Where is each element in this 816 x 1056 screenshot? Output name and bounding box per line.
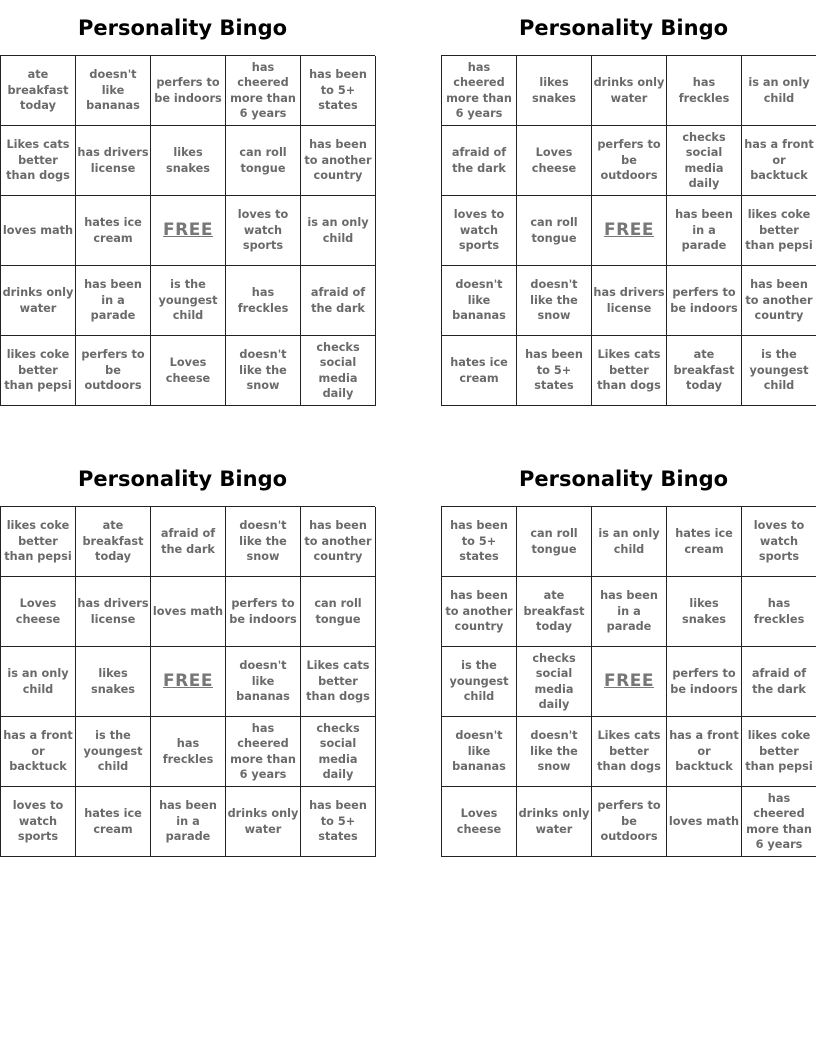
bingo-cell: has been in a parade xyxy=(667,196,742,266)
bingo-cell: has a front or backtuck xyxy=(667,717,742,787)
bingo-card-1 xyxy=(0,0,375,400)
bingo-cell: checks social media daily xyxy=(517,647,592,717)
bingo-cell: loves to watch sports xyxy=(442,196,517,266)
bingo-cell: has been to 5+ states xyxy=(442,507,517,577)
bingo-cell: has cheered more than 6 years xyxy=(442,56,517,126)
bingo-cell: perfers to be outdoors xyxy=(592,126,667,196)
bingo-cell: hates ice cream xyxy=(76,787,151,857)
card-title: Personality Bingo xyxy=(518,467,729,491)
bingo-cell: can roll tongue xyxy=(301,577,376,647)
bingo-grid xyxy=(441,55,816,406)
bingo-cell: afraid of the dark xyxy=(151,507,226,577)
bingo-cell: ate breakfast today xyxy=(1,56,76,126)
bingo-cell: perfers to be indoors xyxy=(667,266,742,336)
bingo-cell: has a front or backtuck xyxy=(1,717,76,787)
bingo-cell: drinks only water xyxy=(517,787,592,857)
bingo-cell: loves math xyxy=(1,196,76,266)
bingo-cell: loves math xyxy=(151,577,226,647)
bingo-cell: likes coke better than pepsi xyxy=(1,336,76,406)
bingo-cell: perfers to be outdoors xyxy=(76,336,151,406)
bingo-cell: likes snakes xyxy=(517,56,592,126)
bingo-cell: loves to watch sports xyxy=(742,507,816,577)
bingo-cell: has been in a parade xyxy=(151,787,226,857)
bingo-card-4 xyxy=(441,451,816,851)
bingo-cell: checks social media daily xyxy=(667,126,742,196)
bingo-grid xyxy=(441,506,816,857)
free-space xyxy=(151,196,226,266)
bingo-cell: drinks only water xyxy=(226,787,301,857)
bingo-cell: Loves cheese xyxy=(151,336,226,406)
bingo-cell: loves to watch sports xyxy=(226,196,301,266)
bingo-cell: Loves cheese xyxy=(517,126,592,196)
bingo-cell: perfers to be indoors xyxy=(667,647,742,717)
bingo-cell: ate breakfast today xyxy=(667,336,742,406)
bingo-cell: drinks only water xyxy=(1,266,76,336)
bingo-cell: has been to 5+ states xyxy=(301,56,376,126)
bingo-cell: hates ice cream xyxy=(76,196,151,266)
bingo-cell: has cheered more than 6 years xyxy=(226,56,301,126)
bingo-cell: doesn't like the snow xyxy=(226,336,301,406)
bingo-cell: has freckles xyxy=(151,717,226,787)
bingo-cell: hates ice cream xyxy=(667,507,742,577)
bingo-cell: afraid of the dark xyxy=(301,266,376,336)
bingo-cell: checks social media daily xyxy=(301,336,376,406)
bingo-cell: Likes cats better than dogs xyxy=(1,126,76,196)
bingo-cell: doesn't like the snow xyxy=(517,717,592,787)
bingo-cell: has been to another country xyxy=(301,507,376,577)
bingo-cell: is the youngest child xyxy=(76,717,151,787)
bingo-card-3 xyxy=(0,451,375,844)
bingo-cell: is an only child xyxy=(1,647,76,717)
bingo-cell: doesn't like bananas xyxy=(226,647,301,717)
bingo-cell: has been to another country xyxy=(442,577,517,647)
bingo-cell: Loves cheese xyxy=(1,577,76,647)
bingo-cell: Loves cheese xyxy=(442,787,517,857)
bingo-cell: loves to watch sports xyxy=(1,787,76,857)
bingo-cell: ate breakfast today xyxy=(76,507,151,577)
bingo-cell: likes coke better than pepsi xyxy=(742,196,816,266)
bingo-cell: doesn't like the snow xyxy=(226,507,301,577)
bingo-cell: is an only child xyxy=(301,196,376,266)
free-label: FREE xyxy=(163,219,213,240)
bingo-cell: has freckles xyxy=(226,266,301,336)
free-label: FREE xyxy=(604,670,654,691)
card-title: Personality Bingo xyxy=(77,467,288,491)
bingo-cell: afraid of the dark xyxy=(742,647,816,717)
bingo-cell: afraid of the dark xyxy=(442,126,517,196)
bingo-cell: Likes cats better than dogs xyxy=(592,336,667,406)
bingo-cell: doesn't like bananas xyxy=(442,717,517,787)
bingo-cell: loves math xyxy=(667,787,742,857)
bingo-cell: can roll tongue xyxy=(517,196,592,266)
card-title: Personality Bingo xyxy=(77,16,288,40)
bingo-cell: has freckles xyxy=(742,577,816,647)
free-space xyxy=(592,647,667,717)
bingo-cell: Likes cats better than dogs xyxy=(592,717,667,787)
bingo-cell: perfers to be indoors xyxy=(151,56,226,126)
bingo-cell: likes coke better than pepsi xyxy=(1,507,76,577)
bingo-cell: likes snakes xyxy=(76,647,151,717)
bingo-cell: has been in a parade xyxy=(592,577,667,647)
bingo-cell: perfers to be outdoors xyxy=(592,787,667,857)
bingo-cell: is the youngest child xyxy=(742,336,816,406)
bingo-card-2 xyxy=(441,0,816,393)
bingo-cell: can roll tongue xyxy=(517,507,592,577)
card-title: Personality Bingo xyxy=(518,16,729,40)
free-space xyxy=(592,196,667,266)
bingo-cell: has been to another country xyxy=(301,126,376,196)
free-label: FREE xyxy=(163,670,213,691)
bingo-cell: doesn't like bananas xyxy=(76,56,151,126)
bingo-grid xyxy=(0,55,375,406)
bingo-cell: has a front or backtuck xyxy=(742,126,816,196)
bingo-grid xyxy=(0,506,375,857)
bingo-cell: likes snakes xyxy=(667,577,742,647)
free-label: FREE xyxy=(604,219,654,240)
bingo-cell: has drivers license xyxy=(76,577,151,647)
bingo-cell: ate breakfast today xyxy=(517,577,592,647)
bingo-cell: can roll tongue xyxy=(226,126,301,196)
bingo-cell: checks social media daily xyxy=(301,717,376,787)
bingo-cell: likes snakes xyxy=(151,126,226,196)
bingo-cell: has freckles xyxy=(667,56,742,126)
bingo-cell: has been to 5+ states xyxy=(301,787,376,857)
free-space xyxy=(151,647,226,717)
bingo-cell: has cheered more than 6 years xyxy=(742,787,816,857)
bingo-cell: is the youngest child xyxy=(151,266,226,336)
bingo-cell: has been to 5+ states xyxy=(517,336,592,406)
bingo-cell: has drivers license xyxy=(76,126,151,196)
bingo-cell: has drivers license xyxy=(592,266,667,336)
bingo-cell: drinks only water xyxy=(592,56,667,126)
bingo-cell: has cheered more than 6 years xyxy=(226,717,301,787)
bingo-cell: doesn't like bananas xyxy=(442,266,517,336)
bingo-cell: likes coke better than pepsi xyxy=(742,717,816,787)
bingo-cell: doesn't like the snow xyxy=(517,266,592,336)
bingo-cell: is an only child xyxy=(592,507,667,577)
bingo-cell: has been to another country xyxy=(742,266,816,336)
bingo-cell: is the youngest child xyxy=(442,647,517,717)
bingo-cell: hates ice cream xyxy=(442,336,517,406)
bingo-cell: has been in a parade xyxy=(76,266,151,336)
bingo-cell: Likes cats better than dogs xyxy=(301,647,376,717)
bingo-cell: perfers to be indoors xyxy=(226,577,301,647)
bingo-cell: is an only child xyxy=(742,56,816,126)
